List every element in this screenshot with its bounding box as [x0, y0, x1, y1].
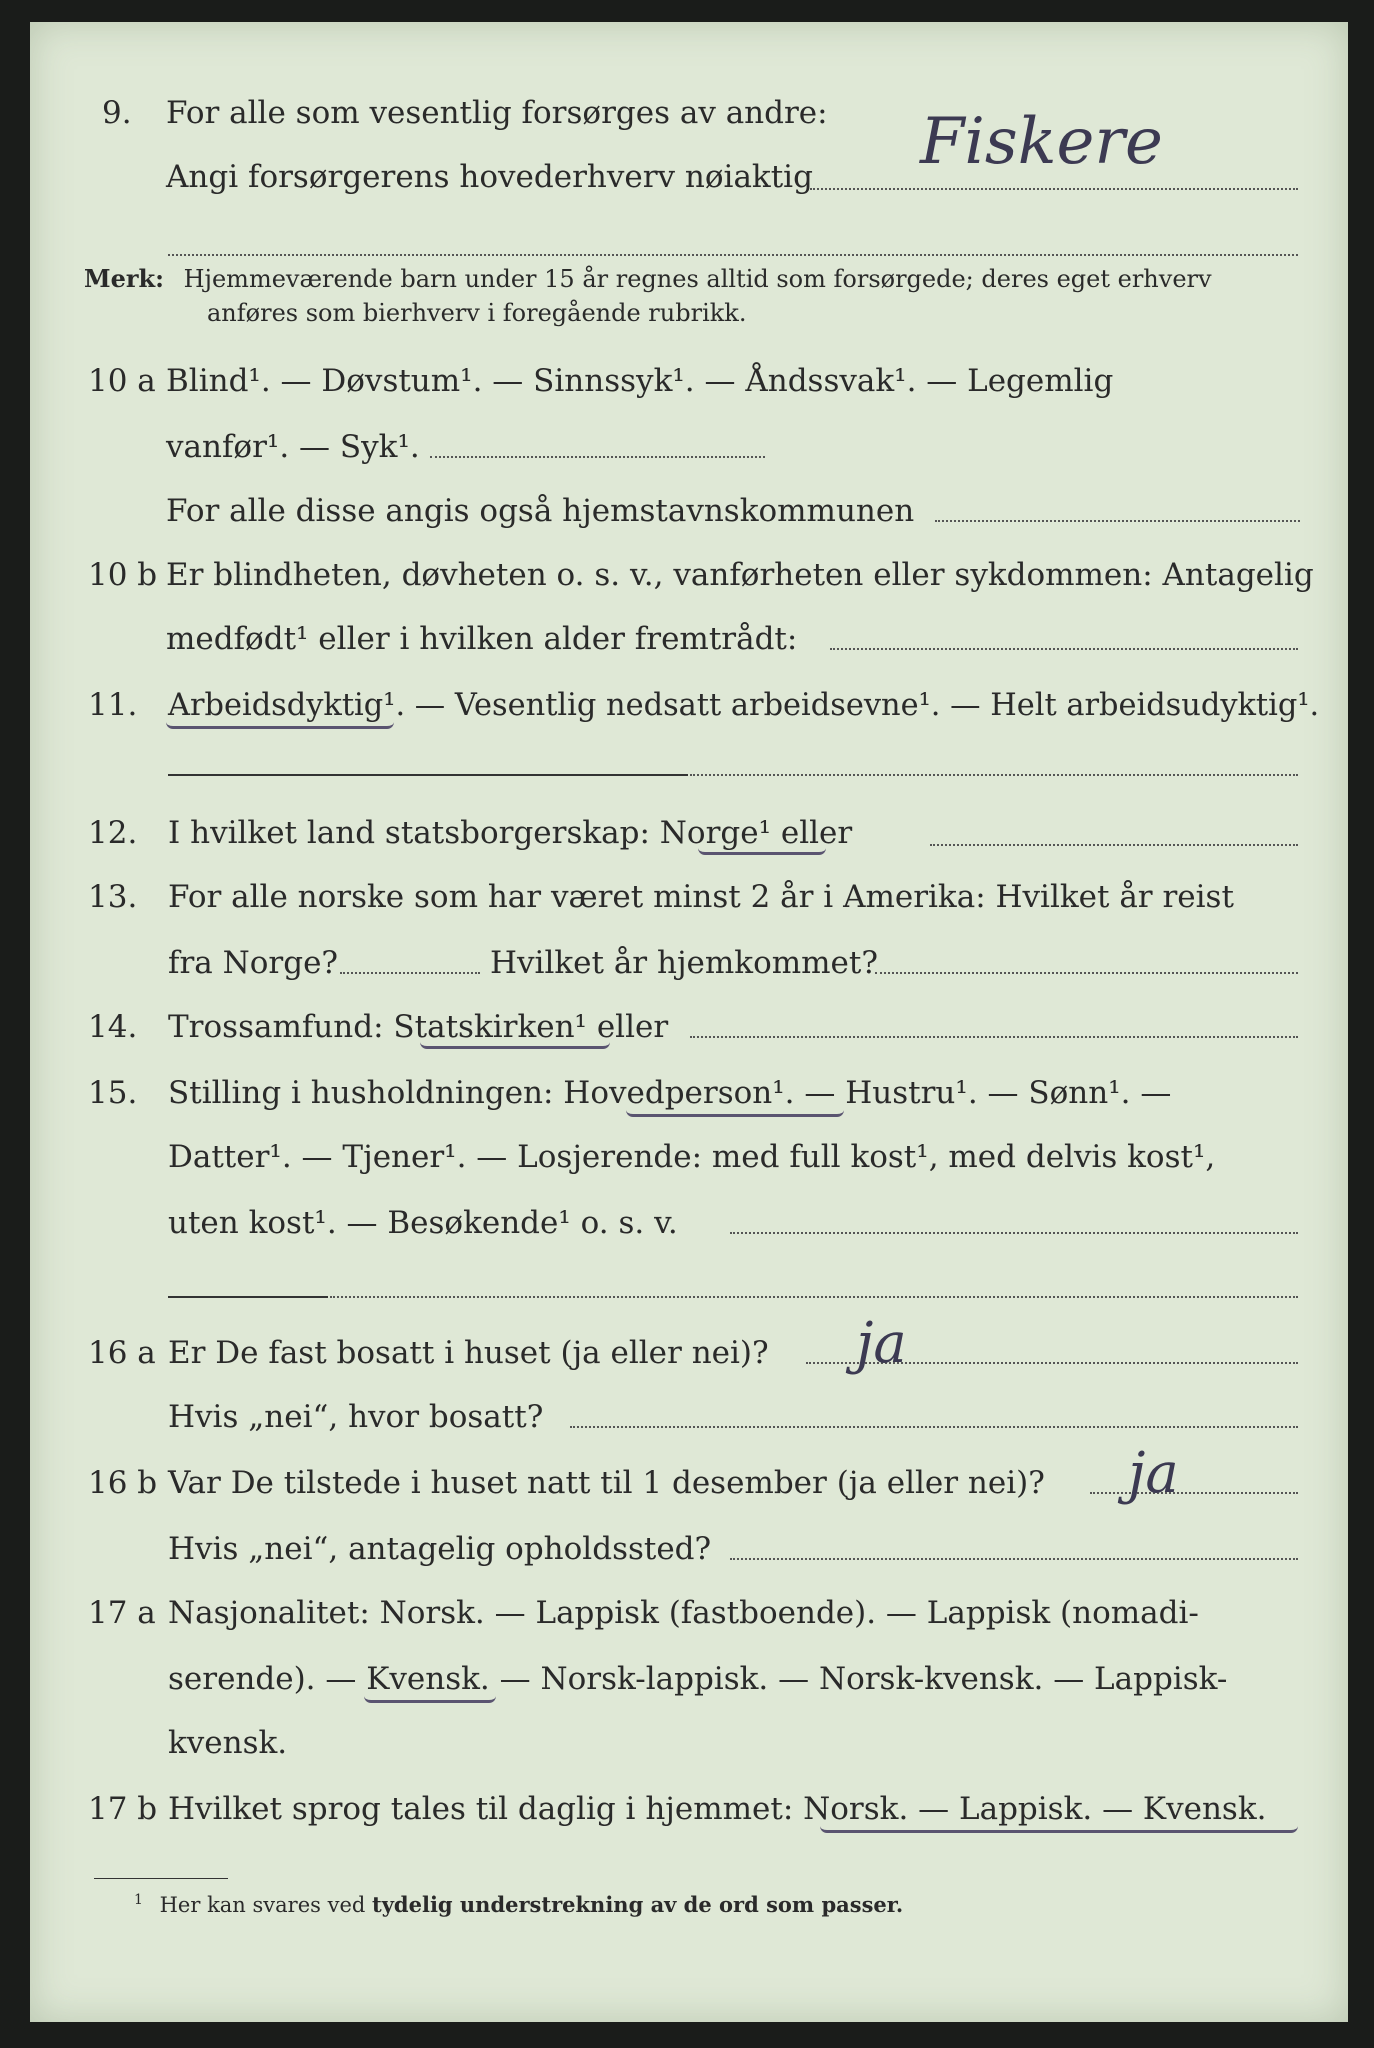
q10a-line1: Blind¹. — Døvstum¹. — Sinnssyk¹. — Åndssvak¹. — Legemlig [166, 363, 1114, 399]
q14-number: 14. [88, 1009, 138, 1045]
q11-line1: Arbeidsdyktig¹. — Vesentlig nedsatt arbeidsevne¹. — Helt arbeidsudyktig¹. [168, 687, 1320, 723]
q13-hjemkommet-line [875, 972, 1298, 974]
q11-underline-mark [166, 722, 394, 729]
q15-number: 15. [88, 1075, 138, 1111]
q15-line2: Datter¹. — Tjener¹. — Losjerende: med full kost¹, med delvis kost¹, [168, 1139, 1216, 1175]
q17b-underline-languages [820, 1826, 1298, 1833]
q15-underline-hovedperson [626, 1110, 844, 1117]
merk-text1: Hjemmeværende barn under 15 år regnes alltid som forsørgede; deres eget erhverv [183, 265, 1212, 293]
q13-number: 13. [88, 879, 138, 915]
q17b-number: 17 b [88, 1791, 158, 1827]
q10a-line3: For alle disse angis også hjemstavnskommunen [166, 493, 915, 529]
q16a-number: 16 a [88, 1335, 156, 1371]
q12-answer-line [930, 844, 1298, 846]
q14-answer-line [690, 1036, 1298, 1038]
q13-reist-line [340, 972, 480, 974]
q17a-line3: kvensk. [168, 1725, 288, 1761]
q10a-answer-line1 [430, 456, 765, 458]
q12-line1: I hvilket land statsborgerskap: Norge¹ eller [168, 815, 853, 851]
q17a-line1: Nasjonalitet: Norsk. — Lappisk (fastboende). — Lappisk (nomadi- [168, 1595, 1199, 1631]
q11-answer-line-dotted [690, 774, 1298, 776]
q17a-underline-kvensk [364, 1696, 496, 1703]
q13-line1: For alle norske som har været minst 2 år i Amerika: Hvilket år reist [168, 879, 1234, 915]
q10a-answer-line2 [935, 520, 1300, 522]
q9-number: 9. [102, 95, 132, 131]
q16b-number: 16 b [88, 1465, 158, 1501]
q12-underline-norge [698, 848, 826, 855]
merk-note [84, 262, 1324, 330]
q10b-line1: Er blindheten, døvheten o. s. v., vanførheten eller sykdommen: Antagelig [166, 557, 1314, 593]
footnote-rule [94, 1878, 228, 1879]
census-form-page [30, 22, 1348, 2022]
footnote-text-plain: Her kan svares ved [159, 1893, 366, 1917]
q10b-answer-line [830, 648, 1298, 650]
q16a-line2: Hvis „nei“, hvor bosatt? [168, 1399, 544, 1435]
merk-label: Merk: [84, 264, 164, 293]
q12-number: 12. [88, 815, 138, 851]
q15-answer-line [730, 1232, 1298, 1234]
q16a-line1: Er De fast bosatt i huset (ja eller nei)? [168, 1335, 769, 1371]
footnote [134, 1892, 903, 1917]
q16b-opholdssted-line [730, 1558, 1298, 1560]
q16b-line1: Var De tilstede i huset natt til 1 desember (ja eller nei)? [168, 1465, 1045, 1501]
q17b-line1: Hvilket sprog tales til daglig i hjemmet: Norsk. — Lappisk. — Kvensk. [168, 1791, 1267, 1827]
q14-underline-statskirken [420, 1042, 610, 1049]
q9-line1: For alle som vesentlig forsørges av andre: [166, 95, 828, 131]
q13-line2a: fra Norge? [168, 945, 339, 981]
q10b-line2: medfødt¹ eller i hvilken alder fremtrådt: [166, 621, 798, 657]
q9-answer-line [810, 188, 1298, 190]
q10a-line2: vanfør¹. — Syk¹. [166, 429, 420, 465]
q15-line1: Stilling i husholdningen: Hovedperson¹. — Hustru¹. — Sønn¹. — [168, 1075, 1172, 1111]
q16a-bosatt-line [570, 1426, 1298, 1428]
q13-line2b: Hvilket år hjemkommet? [490, 945, 878, 981]
q14-line1: Trossamfund: Statskirken¹ eller [168, 1009, 669, 1045]
q15-extra-line [168, 1296, 328, 1298]
q16b-handwritten-answer: ja [1128, 1441, 1179, 1506]
merk-text2: anføres som bierhverv i foregående rubrikk. [207, 298, 747, 327]
q10a-number: 10 a [88, 363, 156, 399]
footnote-mark: 1 [134, 1892, 143, 1908]
q9-handwritten-answer: Fiskere [920, 105, 1163, 179]
q15-extra-line-dotted [330, 1296, 1298, 1298]
footnote-text-bold: tydelig understrekning av de ord som passer. [372, 1892, 904, 1917]
q9-extra-line [168, 254, 1298, 256]
q11-answer-line [168, 774, 688, 776]
q9-line2: Angi forsørgerens hovederhverv nøiaktig [166, 159, 813, 195]
q16b-answer-line [1090, 1492, 1298, 1494]
q11-number: 11. [88, 687, 138, 723]
q17a-line2: serende). — Kvensk. — Norsk-lappisk. — Norsk-kvensk. — Lappisk- [168, 1661, 1228, 1697]
q16a-handwritten-answer: ja [856, 1311, 907, 1376]
q17a-number: 17 a [88, 1595, 156, 1631]
q10b-number: 10 b [88, 557, 158, 593]
q15-line3: uten kost¹. — Besøkende¹ o. s. v. [168, 1205, 678, 1241]
q16b-line2: Hvis „nei“, antagelig opholdssted? [168, 1531, 712, 1567]
